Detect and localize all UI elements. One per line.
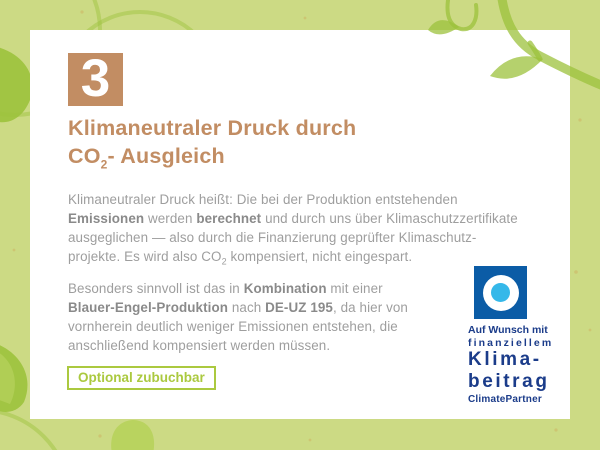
optional-badge: Optional zubuchbar: [67, 366, 216, 390]
title-line2-suffix: - Ausgleich: [107, 144, 225, 168]
logo-brand-name: ClimatePartner: [468, 394, 542, 405]
title-line1: Klimaneutraler Druck durch: [68, 116, 357, 140]
logo-dot: [491, 283, 510, 302]
leaf-icon: [111, 420, 154, 450]
climatepartner-dot-icon: [474, 266, 527, 319]
logo-text-line3: Klima-: [468, 349, 542, 370]
card-title: [68, 114, 356, 178]
step-number: 3: [80, 49, 111, 108]
title-line2-prefix: CO: [68, 144, 101, 168]
step-number-badge: [68, 49, 123, 108]
title-co2-subscript: 2: [100, 157, 108, 172]
info-card: [30, 30, 570, 419]
body-paragraph-2: Besonders sinnvoll ist das in Kombination mit einer Blauer-Engel-Produktion nach DE-UZ 195, da hier von vornherein deutlich weniger Emissionen entstehen, die anschließend kompensiert werden müssen.: [68, 281, 408, 353]
logo-text-line4: beitrag: [468, 371, 550, 392]
logo-text-line2: finanziellem: [468, 337, 554, 349]
leaf-icon: [0, 46, 32, 122]
logo-ring: [483, 275, 519, 311]
logo-text-line1: Auf Wunsch mit: [468, 324, 548, 336]
body-paragraph-1: Klimaneutraler Druck heißt: Die bei der Produktion entstehenden Emissionen werden berechnet und durch uns über Klimaschutzzertifikate ausgeglichen — also durch die Finanzierung geprüfter Klimaschutz- projekte. Es wird also $CO_2$ kompensiert, nicht eingespart.: [68, 192, 518, 267]
